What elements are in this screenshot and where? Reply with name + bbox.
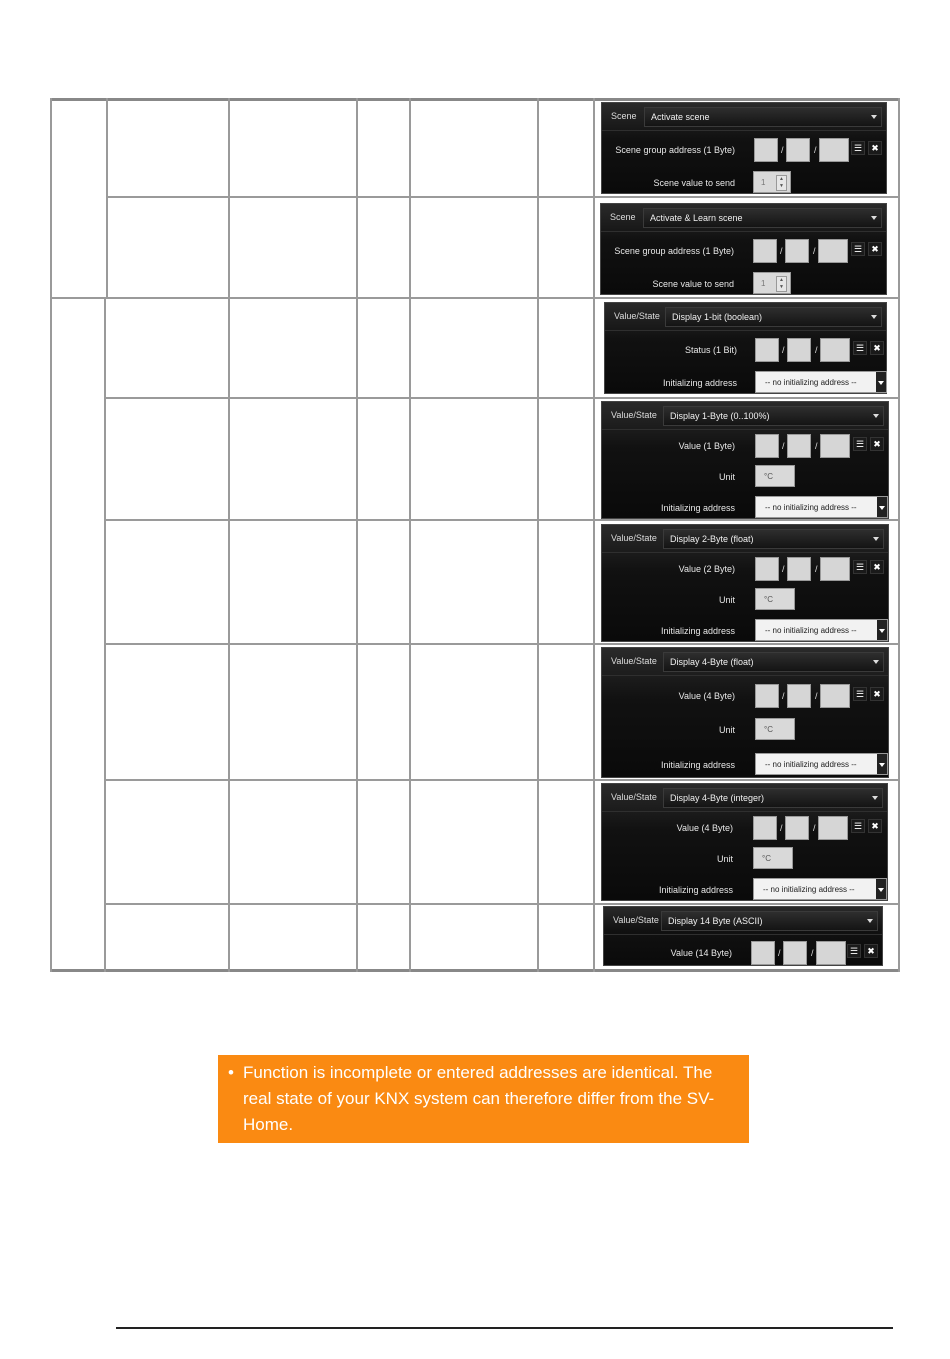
unit-label: Unit	[718, 595, 735, 605]
address-label: Value (4 Byte)	[676, 823, 733, 833]
chevron-down-icon	[867, 919, 873, 923]
address-main-input[interactable]	[754, 138, 778, 162]
list-icon[interactable]: ☰	[851, 242, 865, 256]
address-main-input[interactable]	[753, 816, 777, 840]
address-sub-input[interactable]	[819, 138, 849, 162]
type-label: Value/State	[611, 656, 657, 666]
column-line	[356, 98, 358, 972]
address-sub-input[interactable]	[820, 434, 850, 458]
column-line	[409, 98, 411, 972]
separator: /	[814, 145, 817, 155]
list-icon[interactable]: ☰	[853, 437, 867, 451]
init-label: Initializing address	[660, 760, 735, 770]
row-divider	[105, 643, 900, 645]
address-middle-input[interactable]	[783, 941, 807, 965]
unit-input[interactable]: °C	[755, 718, 795, 740]
value-state-panel	[601, 524, 889, 642]
scene-value-stepper[interactable]	[753, 272, 791, 294]
unit-input[interactable]: °C	[753, 847, 793, 869]
address-label: Status (1 Bit)	[684, 345, 737, 355]
type-label: Value/State	[611, 533, 657, 543]
table-bottom-border	[50, 969, 900, 972]
init-value: -- no initializing address --	[765, 759, 857, 769]
init-label: Initializing address	[662, 378, 737, 388]
notice-text: Function is incomplete or entered addresses are identical. The real state of your KNX system can therefore differ from the SV-Home.	[243, 1063, 715, 1134]
spinner-icon[interactable]: ▲ ▼	[776, 276, 787, 292]
init-address-select[interactable]	[755, 496, 888, 518]
type-label: Value/State	[611, 410, 657, 420]
warning-notice	[218, 1055, 749, 1143]
type-label: Value/State	[614, 311, 660, 321]
function-value: Display 1-bit (boolean)	[672, 312, 763, 322]
init-address-select[interactable]	[755, 371, 887, 393]
chevron-down-icon	[873, 660, 879, 664]
address-label: Value (1 Byte)	[678, 441, 735, 451]
separator: /	[782, 691, 785, 701]
value-state-panel	[601, 647, 889, 778]
column-line	[593, 98, 595, 972]
close-icon[interactable]: ✖	[868, 242, 882, 256]
address-main-input[interactable]	[755, 557, 779, 581]
address-label: Value (2 Byte)	[678, 564, 735, 574]
chevron-down-icon	[877, 754, 887, 774]
address-middle-input[interactable]	[787, 557, 811, 581]
divider	[602, 675, 888, 676]
list-icon[interactable]: ☰	[851, 819, 865, 833]
address-sub-input[interactable]	[818, 239, 848, 263]
divider	[602, 429, 888, 430]
chevron-down-icon	[876, 879, 886, 899]
init-value: -- no initializing address --	[765, 502, 857, 512]
init-value: -- no initializing address --	[765, 377, 857, 387]
address-middle-input[interactable]	[787, 434, 811, 458]
row-divider	[105, 397, 900, 399]
scene-panel	[601, 102, 887, 194]
list-icon[interactable]: ☰	[853, 560, 867, 574]
address-middle-input[interactable]	[785, 239, 809, 263]
separator: /	[780, 246, 783, 256]
function-value: Display 4-Byte (float)	[670, 657, 754, 667]
address-main-input[interactable]	[755, 338, 779, 362]
value-label: Scene value to send	[653, 178, 735, 188]
column-line	[50, 98, 52, 972]
type-label: Scene	[611, 111, 637, 121]
unit-input[interactable]: °C	[755, 465, 795, 487]
value-label: Scene value to send	[652, 279, 734, 289]
function-dropdown[interactable]	[643, 208, 882, 228]
function-value: Display 14 Byte (ASCII)	[668, 916, 763, 926]
list-icon[interactable]: ☰	[847, 944, 861, 958]
unit-input[interactable]: °C	[755, 588, 795, 610]
address-middle-input[interactable]	[787, 684, 811, 708]
init-address-select[interactable]	[755, 619, 888, 641]
divider	[602, 552, 888, 553]
separator: /	[782, 345, 785, 355]
address-label: Value (14 Byte)	[670, 948, 732, 958]
function-dropdown[interactable]	[663, 406, 884, 426]
footer-rule	[116, 1327, 893, 1329]
chevron-down-icon	[871, 115, 877, 119]
row-divider	[105, 519, 900, 521]
table-top-border	[50, 98, 900, 101]
row-divider	[105, 903, 900, 905]
chevron-down-icon	[877, 620, 887, 640]
separator: /	[780, 823, 783, 833]
chevron-down-icon	[873, 414, 879, 418]
chevron-down-icon	[871, 216, 877, 220]
divider	[602, 811, 887, 812]
scene-value: 1	[761, 177, 766, 187]
column-line	[228, 98, 230, 972]
function-dropdown[interactable]	[663, 652, 884, 672]
value-state-panel	[601, 401, 889, 519]
address-main-input[interactable]	[755, 434, 779, 458]
separator: /	[815, 345, 818, 355]
address-main-input[interactable]	[755, 684, 779, 708]
type-label: Value/State	[613, 915, 659, 925]
init-value: -- no initializing address --	[765, 625, 857, 635]
column-line	[537, 98, 539, 972]
unit-label: Unit	[718, 472, 735, 482]
function-value: Activate scene	[651, 112, 710, 122]
chevron-down-icon	[872, 796, 878, 800]
bullet: •	[228, 1063, 234, 1082]
divider	[602, 130, 886, 131]
address-middle-input[interactable]	[787, 338, 811, 362]
address-sub-input[interactable]	[820, 557, 850, 581]
column-line	[106, 98, 108, 298]
close-icon[interactable]: ✖	[864, 944, 878, 958]
chevron-down-icon	[877, 497, 887, 517]
address-middle-input[interactable]	[785, 816, 809, 840]
separator: /	[815, 691, 818, 701]
function-dropdown[interactable]	[644, 107, 882, 127]
spinner-icon[interactable]: ▲ ▼	[776, 175, 787, 191]
column-line	[898, 98, 900, 972]
function-value: Activate & Learn scene	[650, 213, 743, 223]
init-label: Initializing address	[658, 885, 733, 895]
address-main-input[interactable]	[753, 239, 777, 263]
scene-panel	[600, 203, 887, 295]
chevron-down-icon	[876, 372, 886, 392]
unit-label: Unit	[716, 854, 733, 864]
function-dropdown[interactable]	[661, 911, 878, 931]
list-icon[interactable]: ☰	[851, 141, 865, 155]
address-middle-input[interactable]	[786, 138, 810, 162]
close-icon[interactable]: ✖	[868, 819, 882, 833]
type-label: Value/State	[611, 792, 657, 802]
divider	[601, 231, 886, 232]
value-state-panel	[601, 783, 888, 901]
separator: /	[781, 145, 784, 155]
close-icon[interactable]: ✖	[870, 560, 884, 574]
function-dropdown[interactable]	[663, 788, 883, 808]
init-label: Initializing address	[660, 503, 735, 513]
scene-value: 1	[761, 278, 766, 288]
address-sub-input[interactable]	[818, 816, 848, 840]
separator: /	[811, 948, 814, 958]
separator: /	[782, 441, 785, 451]
separator: /	[815, 564, 818, 574]
function-dropdown[interactable]	[665, 307, 882, 327]
divider	[605, 330, 886, 331]
type-label: Scene	[610, 212, 636, 222]
address-main-input[interactable]	[751, 941, 775, 965]
unit-label: Unit	[718, 725, 735, 735]
init-label: Initializing address	[660, 626, 735, 636]
address-sub-input[interactable]	[820, 684, 850, 708]
column-line	[104, 298, 106, 972]
address-sub-input[interactable]	[816, 941, 846, 965]
scene-value-stepper[interactable]	[753, 171, 791, 193]
init-address-select[interactable]	[753, 878, 887, 900]
value-state-panel	[604, 302, 887, 394]
address-label: Value (4 Byte)	[678, 691, 735, 701]
close-icon[interactable]: ✖	[870, 687, 884, 701]
function-value: Display 1-Byte (0..100%)	[670, 411, 770, 421]
close-icon[interactable]: ✖	[868, 141, 882, 155]
address-label: Scene group address (1 Byte)	[614, 246, 734, 256]
list-icon[interactable]: ☰	[853, 687, 867, 701]
init-address-select[interactable]	[755, 753, 888, 775]
separator: /	[813, 246, 816, 256]
separator: /	[813, 823, 816, 833]
address-label: Scene group address (1 Byte)	[615, 145, 735, 155]
close-icon[interactable]: ✖	[870, 341, 884, 355]
divider	[604, 934, 882, 935]
separator: /	[782, 564, 785, 574]
separator: /	[815, 441, 818, 451]
function-value: Display 4-Byte (integer)	[670, 793, 765, 803]
row-divider	[107, 196, 900, 198]
list-icon[interactable]: ☰	[853, 341, 867, 355]
group-divider	[50, 297, 900, 299]
row-divider	[105, 779, 900, 781]
function-dropdown[interactable]	[663, 529, 884, 549]
init-value: -- no initializing address --	[763, 884, 855, 894]
address-sub-input[interactable]	[820, 338, 850, 362]
close-icon[interactable]: ✖	[870, 437, 884, 451]
chevron-down-icon	[873, 537, 879, 541]
separator: /	[778, 948, 781, 958]
function-value: Display 2-Byte (float)	[670, 534, 754, 544]
chevron-down-icon	[871, 315, 877, 319]
value-state-panel	[603, 906, 883, 966]
